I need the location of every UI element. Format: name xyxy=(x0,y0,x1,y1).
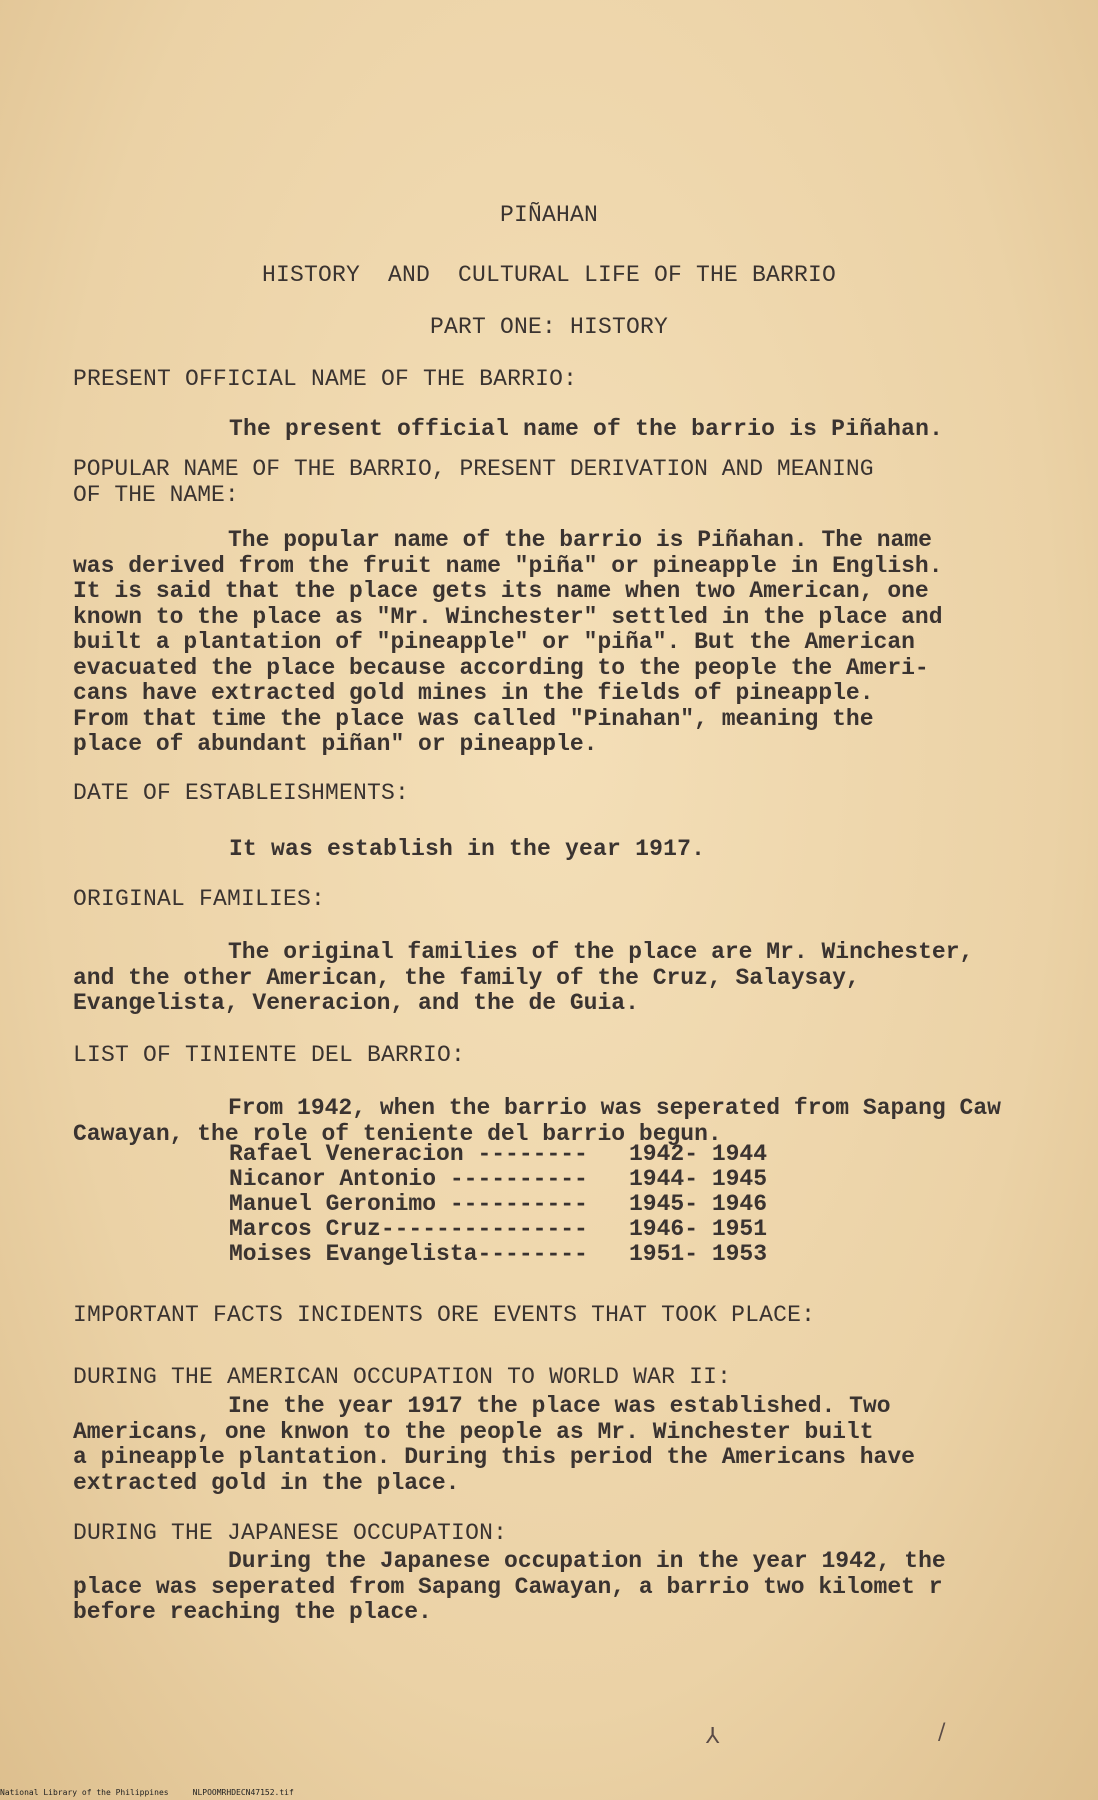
section-heading-official-name: PRESENT OFFICIAL NAME OF THE BARRIO: xyxy=(73,366,578,392)
page-title: PIÑAHAN xyxy=(499,202,599,228)
teniente-row: Marcos Cruz--------------- 1946- 1951 xyxy=(229,1216,768,1242)
scan-footer: National Library of the Philippines NLPOOMRHDECN47152.tif xyxy=(0,1788,294,1797)
page-subtitle: HISTORY AND CULTURAL LIFE OF THE BARRIO xyxy=(261,262,837,288)
american-occupation-text: Ine the year 1917 the place was established. Two Americans, one knwon to the people as Mr. Winchester built a pineapple plantation. During this period the Americans have extracted gold in the place. xyxy=(73,1393,915,1496)
section-heading-date: DATE OF ESTABLEISHMENTS: xyxy=(73,780,410,806)
section-heading-important-facts: IMPORTANT FACTS INCIDENTS ORE EVENTS THAT TOOK PLACE: xyxy=(73,1302,816,1328)
teniente-list xyxy=(229,1142,829,1267)
section-heading-american-occupation: DURING THE AMERICAN OCCUPATION TO WORLD WAR II: xyxy=(73,1364,732,1390)
popular-name-text: The popular name of the barrio is Piñahan. The name was derived from the fruit name "piña" or pineapple in English. It is said that the place gets its name when two American, one known to the place as "Mr. Winchester" settled in the place and built a plantation of "pineapple" or "piña". But the American evacuated the place because according to the people the Ameri- cans have extracted gold mines in the fields of pineapple. From that time the place was called "Pinahan", meaning the place of abundant piñan" or pineapple. xyxy=(73,527,943,757)
handwritten-mark: ⅄ xyxy=(706,1724,720,1749)
section-heading-popular-name: POPULAR NAME OF THE BARRIO, PRESENT DERIVATION AND MEANING OF THE NAME: xyxy=(73,456,874,508)
official-name-text: The present official name of the barrio is Piñahan. xyxy=(229,416,944,442)
teniente-row: Moises Evangelista-------- 1951- 1953 xyxy=(229,1241,768,1267)
section-heading-teniente: LIST OF TINIENTE DEL BARRIO: xyxy=(73,1042,466,1068)
japanese-occupation-text: During the Japanese occupation in the year 1942, the place was seperated from Sapang Cawayan, a barrio two kilomet r before reaching the place. xyxy=(73,1548,946,1625)
section-heading-japanese-occupation: DURING THE JAPANESE OCCUPATION: xyxy=(73,1520,508,1546)
original-families-text: The original families of the place are Mr. Winchester, and the other American, the family of the Cruz, Salaysay, Evangelista, Veneracion, and the de Guia. xyxy=(73,939,974,1016)
teniente-intro-text: From 1942, when the barrio was seperated from Sapang Caw Cawayan, the role of teniente del barrio begun. xyxy=(73,1095,1001,1147)
section-heading-original-families: ORIGINAL FAMILIES: xyxy=(73,886,326,912)
teniente-row: Rafael Veneracion -------- 1942- 1944 xyxy=(229,1141,768,1167)
teniente-row: Manuel Geronimo ---------- 1945- 1946 xyxy=(229,1191,768,1217)
date-text: It was establish in the year 1917. xyxy=(229,836,706,862)
teniente-row: Nicanor Antonio ---------- 1944- 1945 xyxy=(229,1166,768,1192)
handwritten-tick: / xyxy=(938,1720,946,1745)
part-heading: PART ONE: HISTORY xyxy=(429,314,669,340)
